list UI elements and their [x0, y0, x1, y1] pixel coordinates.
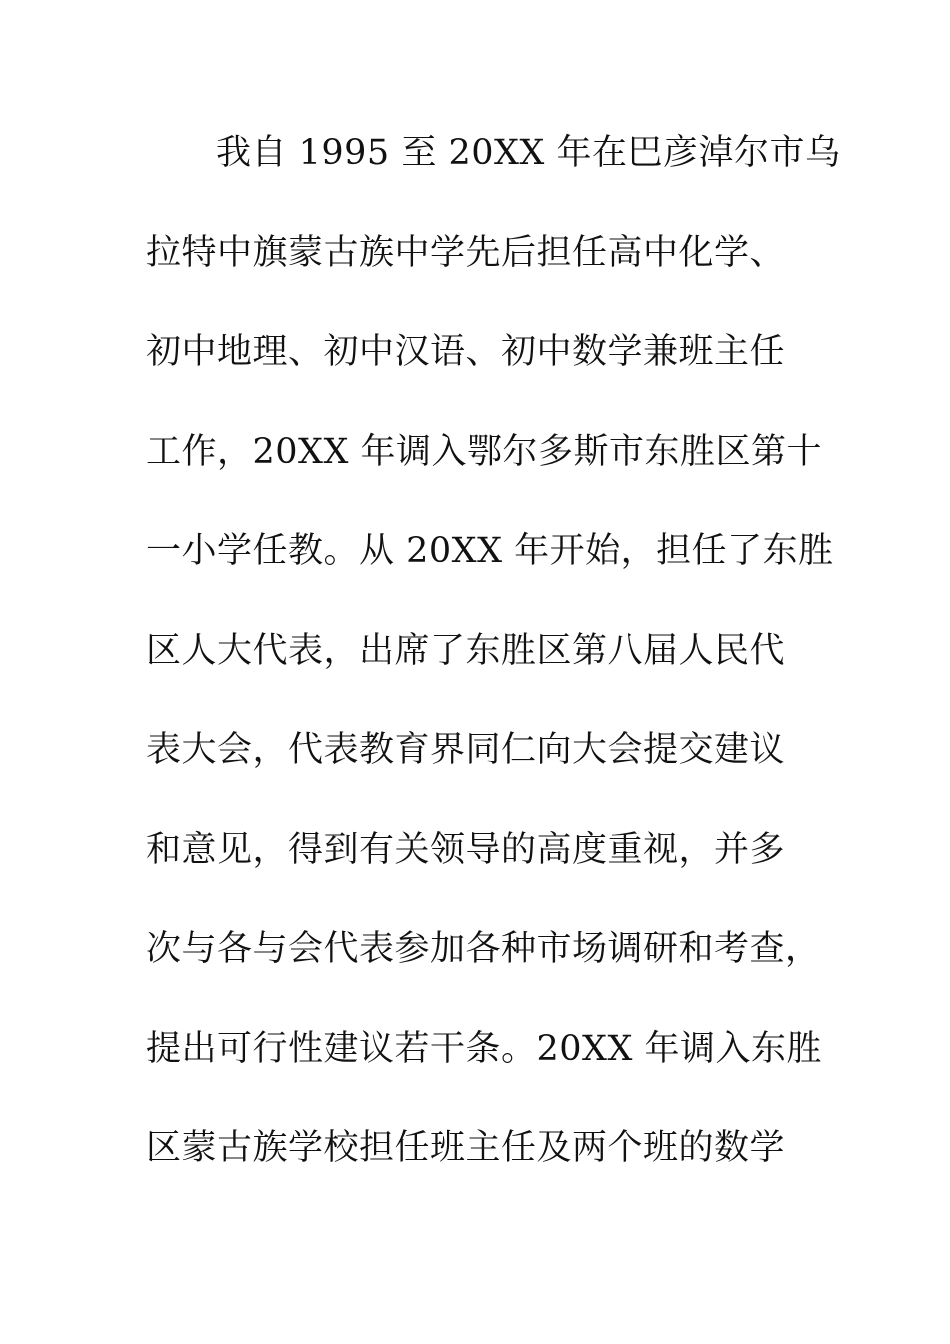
paragraph-line: 区人大代表，出席了东胜区第八届人民代	[146, 631, 786, 671]
paragraph-line: 工作，20XX 年调入鄂尔多斯市东胜区第十	[146, 432, 822, 472]
paragraph-line: 提出可行性建议若干条。20XX 年调入东胜	[146, 1029, 822, 1069]
paragraph-line: 表大会，代表教育界同仁向大会提交建议	[146, 730, 786, 770]
paragraph-line: 拉特中旗蒙古族中学先后担任高中化学、	[146, 233, 786, 273]
paragraph-line: 我自 1995 至 20XX 年在巴彦淖尔市乌	[216, 133, 841, 173]
paragraph-line: 一小学任教。从 20XX 年开始，担任了东胜	[146, 531, 834, 571]
paragraph-line: 区蒙古族学校担任班主任及两个班的数学	[146, 1128, 786, 1168]
paragraph-line: 初中地理、初中汉语、初中数学兼班主任	[146, 332, 786, 372]
paragraph-line: 次与各与会代表参加各种市场调研和考查，	[146, 929, 821, 969]
paragraph-line: 和意见，得到有关领导的高度重视，并多	[146, 830, 786, 870]
